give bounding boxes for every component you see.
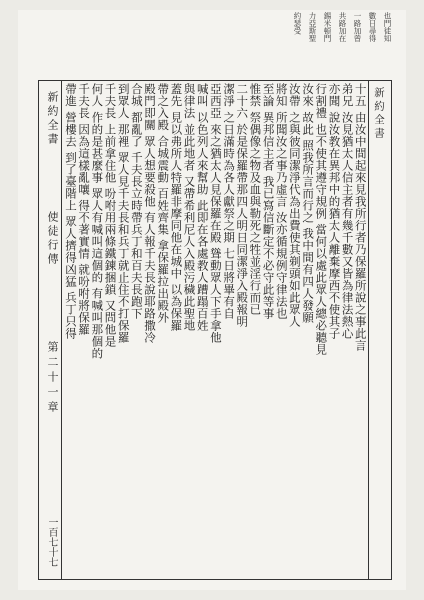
text-column: 亦聞 說汝教在異邦中的猶太人離棄摩西不使其子 bbox=[327, 83, 342, 340]
footnotes bbox=[38, 12, 392, 74]
margin-right bbox=[368, 81, 391, 579]
text-column: 將知 所聞汝之事乃虛言 汝亦循規例守律法也 bbox=[274, 83, 289, 320]
text-column: 弟兄 汝見猶太人信主者有幾千數又皆為律法熱心 bbox=[340, 83, 355, 340]
page bbox=[18, 10, 406, 590]
text-column: 帶進 營樓去 到了臺階上 眾人擠得凶猛 兵丁只得 bbox=[64, 83, 78, 340]
chapter-label: 第二十一章 bbox=[46, 341, 59, 416]
page-number: 一百七十七 bbox=[46, 517, 57, 567]
footnote: 錫米頓門 bbox=[323, 12, 332, 42]
text-column: 惟禁 祭偶像之物及血與勒死之牲並淫行而已 bbox=[248, 83, 263, 316]
text-column: 千夫長 上前拿住他 吩咐用兩條鐵鍊捆鎖 又問他是 bbox=[103, 83, 118, 348]
running-title: 新約全書 bbox=[46, 91, 59, 147]
margin-left bbox=[39, 81, 62, 579]
text-column: 至論 異邦信主者 我已寫信斷定不必守此等事 bbox=[261, 83, 276, 320]
book-name: 使徒行傳 bbox=[46, 211, 59, 267]
text-column: 到眾人 那裡 眾人見千夫長和兵丁就止住不打保羅 bbox=[116, 83, 131, 344]
text-column: 行割禮 也不使其遵守規例 當何以處此眾人總必聽見 bbox=[314, 83, 329, 356]
text-column: 亞西亞 來之猶太人見保羅在殿 聳動眾人下手拿他 bbox=[208, 83, 223, 344]
text-column: 汝來 故此 照我所言而行之 我中間有四人發願 bbox=[301, 83, 316, 324]
text-column: 帶之入殿 合城震動 百姓齊集 拿保羅拉出殿外 bbox=[156, 83, 171, 324]
footnote: 一路加曾 bbox=[353, 12, 362, 42]
footnote: 約瑟受 bbox=[293, 12, 302, 35]
text-column: 喊叫 以色列人來幫助 此即在各處教人蹧蹋百姓 bbox=[195, 83, 210, 332]
text-column: 汝帶 之與彼同潔淨代為出費使其剃頭如此眾人 bbox=[287, 83, 302, 328]
text-frame bbox=[38, 80, 392, 580]
footnote: 共路加在 bbox=[338, 12, 347, 42]
footnote: 力亞斯聖 bbox=[308, 12, 317, 42]
text-column: 十五 由汝中間起來見我所行者乃保羅所說之事此言 bbox=[353, 83, 368, 352]
text-column: 合城 都亂了 千夫長立時帶兵丁和百夫長跑下 bbox=[129, 83, 144, 320]
text-column: 殿門即關 眾人想要殺他 有人報千夫長說耶路撒冷 bbox=[143, 83, 158, 344]
book-title: 新約全書 bbox=[373, 87, 385, 141]
text-column: 二十六 於是保羅帶那四人明日同潔淨入殿報明 bbox=[235, 83, 250, 328]
footnote: 數日尋得 bbox=[368, 12, 377, 42]
text-column: 潔淨 之日滿時為各人獻祭之期 七日將畢有自 bbox=[222, 83, 237, 320]
text-column: 蓋先 見以弗所人特羅非摩同他在城中 以為保羅 bbox=[169, 83, 184, 332]
text-column: 何人 作的是甚麼事 眾人有喊叫這個的 有喊叫那個的 bbox=[90, 83, 105, 360]
footnote: 也門徒知 bbox=[383, 12, 392, 42]
text-column: 與律法 並此地者 又帶希利尼人入殿污穢此聖地 bbox=[182, 83, 197, 332]
text-columns bbox=[65, 83, 367, 577]
text-column: 千夫長 因為這樣亂嚷 得不著實情 就吩咐將保羅 bbox=[77, 83, 92, 336]
